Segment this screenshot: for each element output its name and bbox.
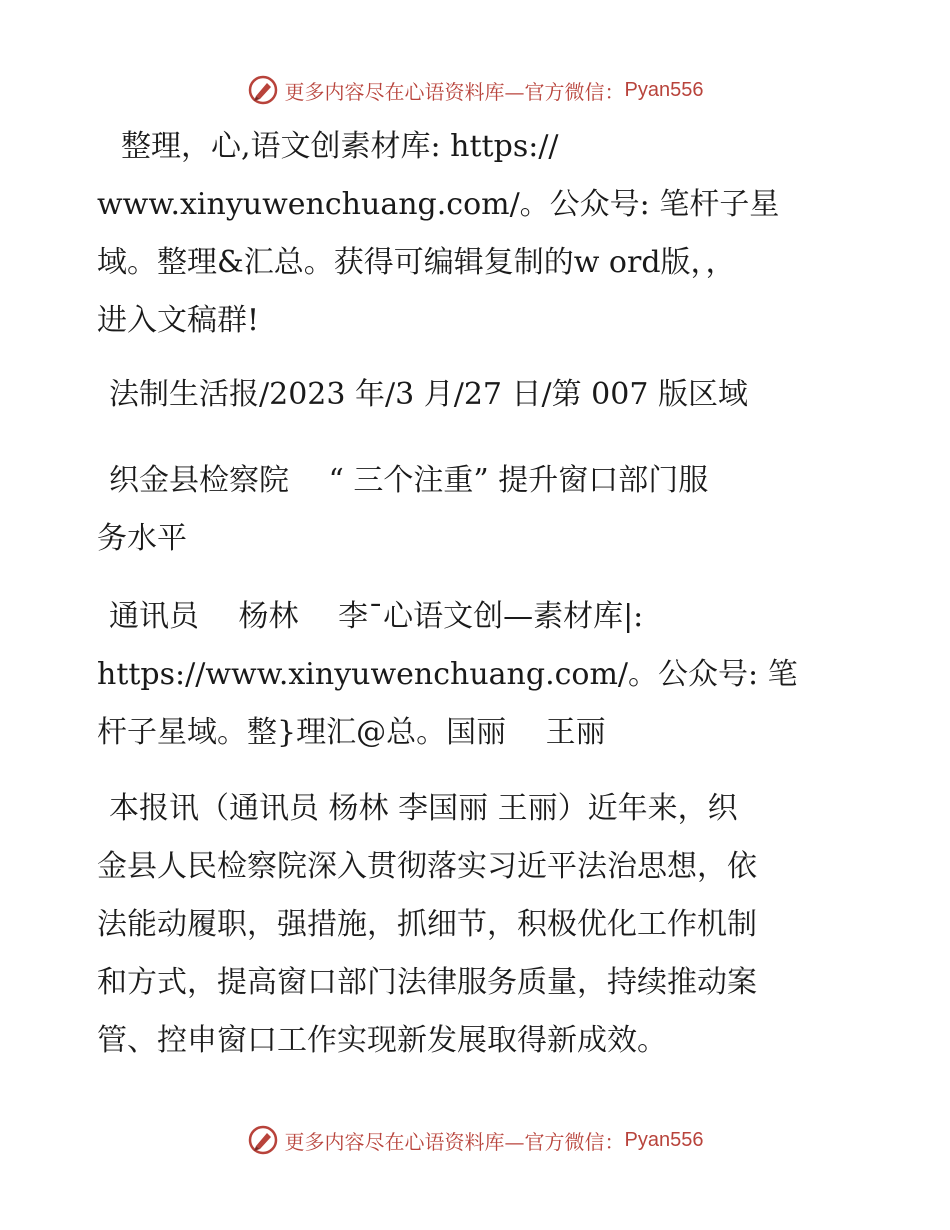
text-line: 杆子星域。整}理汇@总。国丽 王丽 — [97, 715, 606, 750]
paragraph-headline — [97, 452, 857, 568]
text-line: 法能动履职，强措施，抓细节，积极优化工作机制 — [97, 907, 757, 942]
paragraph-intro — [97, 118, 857, 350]
text-line: 管、控申窗口工作实现新发展取得新成效。 — [97, 1023, 667, 1058]
pen-logo-icon — [247, 1124, 279, 1156]
text-line: 进入文稿群! — [97, 303, 260, 338]
text-line: 通讯员 杨林 李¯心语文创—素材库|: — [109, 599, 644, 634]
text-line: www.xinyuwenchuang.com/。公众号: 笔杆子星 — [97, 187, 780, 222]
header-banner-text: 更多内容尽在心语资料库—官方微信： — [284, 79, 625, 104]
paragraph-source — [97, 366, 857, 424]
text-line: 域。整理&汇总。获得可编辑复制的w ord版，， — [97, 245, 736, 280]
footer-banner — [0, 1120, 950, 1160]
footer-banner-text: 更多内容尽在心语资料库—官方微信： — [284, 1129, 625, 1154]
document-body — [97, 118, 857, 1070]
text-line: https://www.xinyuwenchuang.com/。公众号: 笔 — [97, 657, 798, 692]
text-line: 务水平 — [97, 521, 187, 556]
paragraph-byline — [97, 588, 857, 762]
paragraph-body — [97, 780, 857, 1070]
footer-banner-id: Pyan556 — [624, 1128, 704, 1151]
text-line: 整理，心,语文创素材库: https:// — [121, 129, 559, 164]
text-line: 和方式，提高窗口部门法律服务质量，持续推动案 — [97, 965, 757, 1000]
text-line: 法制生活报/2023 年/3 月/27 日/第 007 版区域 — [109, 377, 748, 412]
text-line: 织金县检察院 “ 三个注重” 提升窗口部门服 — [109, 463, 709, 498]
text-line: 金县人民检察院深入贯彻落实习近平法治思想，依 — [97, 849, 757, 884]
header-banner-id: Pyan556 — [624, 78, 704, 101]
text-line: 本报讯（通讯员 杨林 李国丽 王丽）近年来，织 — [109, 791, 738, 826]
header-banner — [0, 70, 950, 110]
pen-logo-icon — [247, 74, 279, 106]
